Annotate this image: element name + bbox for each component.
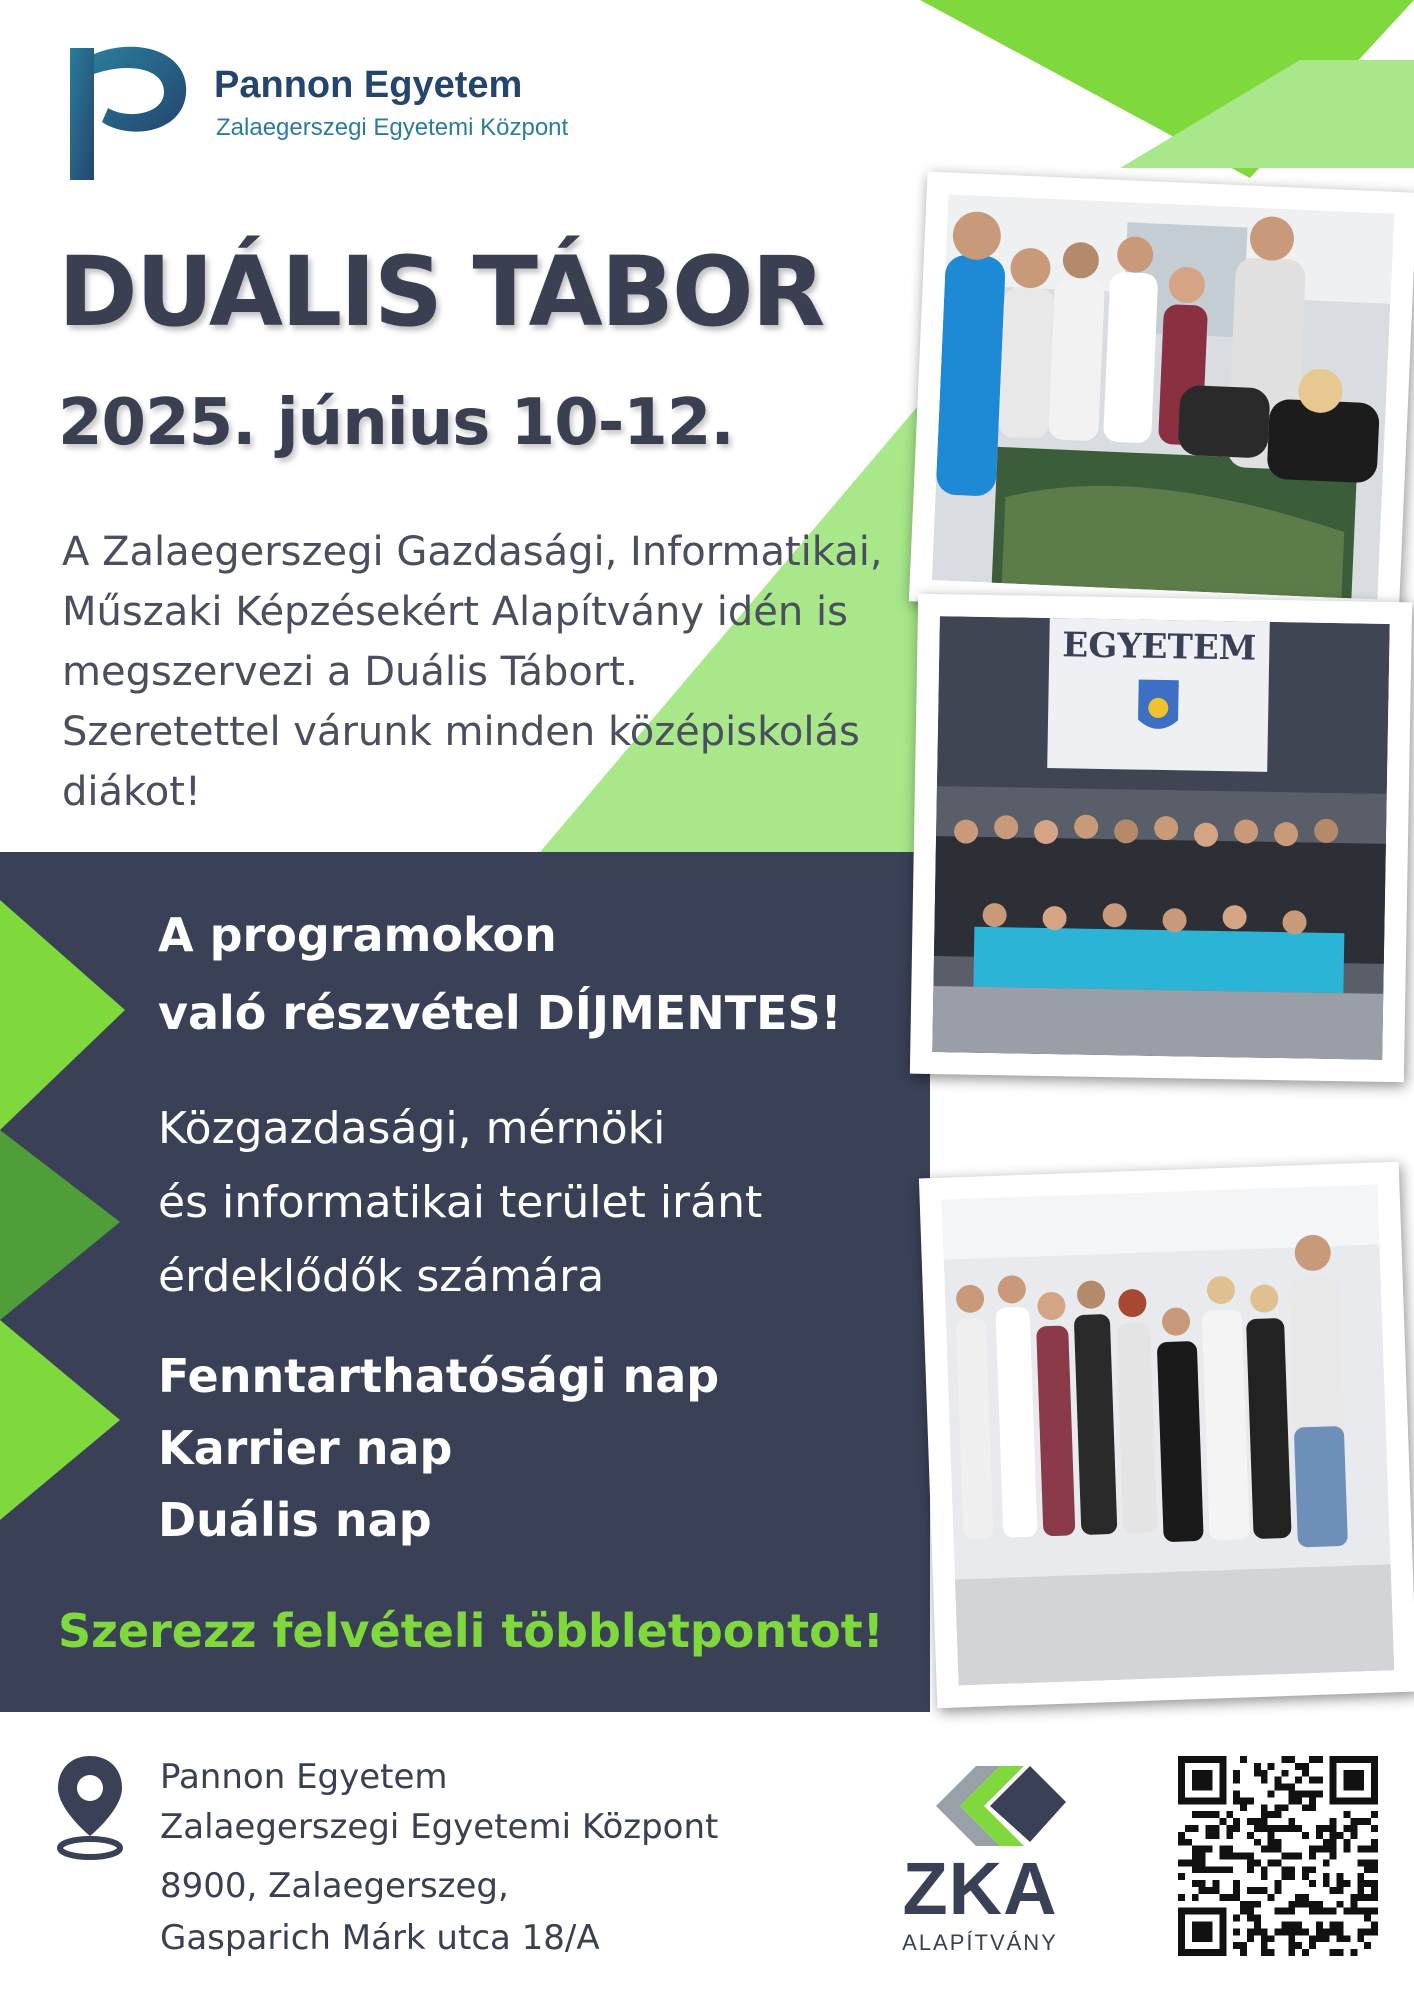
qr-code-icon[interactable] [1178,1756,1378,1956]
target-audience-text [158,1092,762,1314]
intro-line: Műszaki Képzésekért Alapítvány idén is [62,589,848,635]
address-line: Pannon Egyetem [160,1757,448,1797]
intro-paragraph [62,522,942,822]
bonus-points-text: Szerezz felvételi többletpontot! [58,1604,884,1658]
zka-logo-text: ZKA [902,1847,1058,1930]
program-days-list [158,1340,719,1556]
street-line: 8900, Zalaegerszeg, [160,1866,509,1906]
intro-line: Szeretettel várunk minden középiskolás [62,709,860,755]
intro-line: diákot! [62,769,201,815]
address-institution [160,1752,718,1852]
event-title: DUÁLIS TÁBOR [58,236,824,348]
photo-students-floor-map [909,172,1414,623]
intro-line: A Zalaegerszegi Gazdasági, Informatikai, [62,529,883,575]
program-day: Karrier nap [158,1421,453,1475]
pannon-logo-icon [68,44,193,184]
photo-image [932,616,1390,1060]
panel-left-triangles [0,900,130,1520]
banner-text: EGYETEM [1061,625,1257,669]
photo-image [942,1185,1395,1686]
address-street [160,1860,600,1964]
intro-line: megszervezi a Duális Tábort. [62,649,638,695]
address-line: Zalaegerszegi Egyetemi Központ [160,1807,719,1847]
target-line: érdeklődők számára [158,1251,605,1302]
free-participation-text [158,896,842,1052]
zka-logo-subtext: ALAPÍTVÁNY [902,1930,1058,1955]
street-line: Gasparich Márk utca 18/A [160,1918,600,1958]
program-day: Duális nap [158,1493,432,1547]
center-name: Zalaegerszegi Egyetemi Központ [216,114,569,141]
free-line: A programokon [158,908,557,962]
photo-image [932,194,1394,599]
free-line: való részvétel DÍJMENTES! [158,986,842,1040]
target-line: és informatikai terület iránt [158,1177,763,1228]
university-name: Pannon Egyetem [214,64,523,106]
target-line: Közgazdasági, mérnöki [158,1103,666,1154]
location-pin-icon [54,1752,126,1862]
event-date: 2025. június 10-12. [58,386,734,460]
photo-dancing-students [919,1162,1414,1708]
photo-group-egyetem [910,594,1412,1083]
program-day: Fenntarthatósági nap [158,1349,720,1403]
